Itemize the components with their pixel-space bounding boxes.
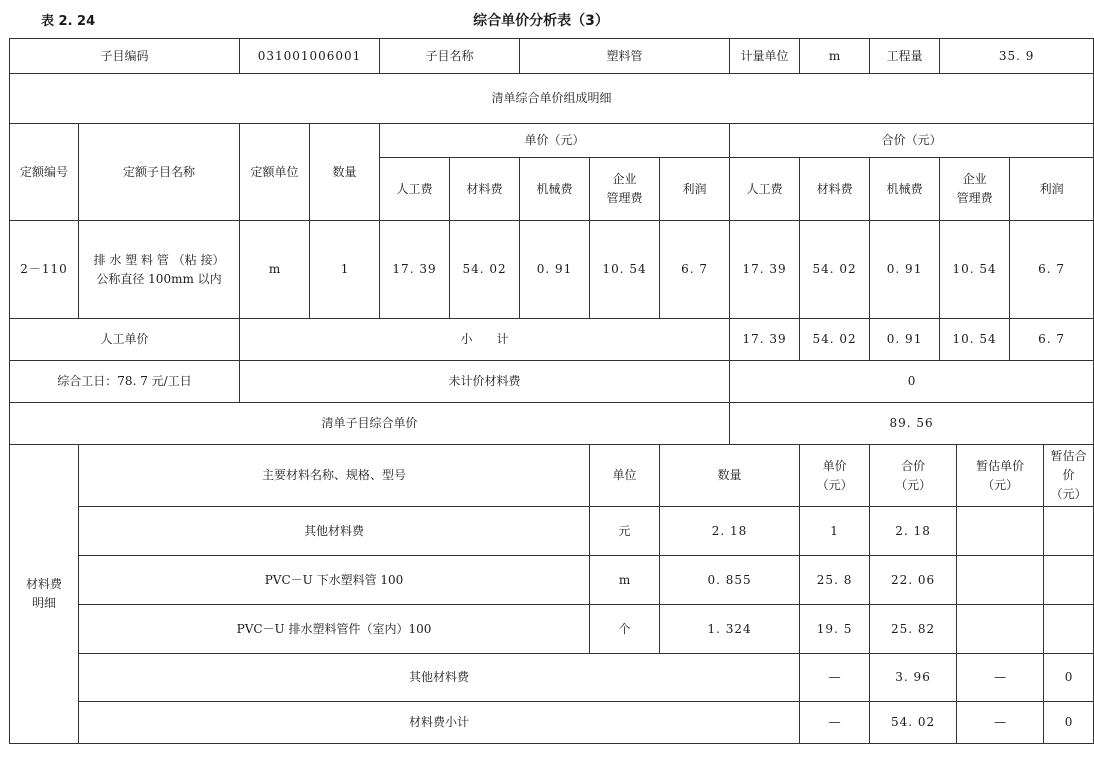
mat-col-est-total: 暂估合价 （元） [1044, 445, 1094, 507]
material-est-unit [957, 605, 1044, 654]
material-subtotal-est-total: 0 [1044, 702, 1094, 744]
quota-unit: m [240, 221, 310, 319]
qty-value: 35. 9 [940, 39, 1094, 74]
material-quantity: 2. 18 [660, 507, 800, 556]
material-subtotal-row [10, 702, 1094, 744]
table-title: 综合单价分析表（3） [473, 13, 609, 29]
mat-col-total: 合价 （元） [870, 445, 957, 507]
material-row [10, 507, 1094, 556]
unit-mgmt-value: 10. 54 [590, 221, 660, 319]
mat-col-quantity: 数量 [660, 445, 800, 507]
material-row [10, 605, 1094, 654]
col-total-material: 材料费 [800, 158, 870, 221]
subtotal-material: 54. 02 [800, 319, 870, 361]
subtotal-label: 小 计 [240, 319, 730, 361]
other-materials-total: 3. 96 [870, 654, 957, 702]
col-quantity: 数量 [310, 124, 380, 221]
material-est-unit [957, 556, 1044, 605]
material-est-total [1044, 507, 1094, 556]
col-total-price-group: 合价（元） [730, 124, 1094, 158]
other-materials-unit-price: — [800, 654, 870, 702]
total-labor-value: 17. 39 [730, 221, 800, 319]
quota-row [10, 221, 1094, 319]
material-est-total [1044, 556, 1094, 605]
quota-code: 2－110 [10, 221, 79, 319]
material-unit-price: 1 [800, 507, 870, 556]
unpriced-material-label: 未计价材料费 [240, 361, 730, 403]
quota-quantity: 1 [310, 221, 380, 319]
col-unit-mgmt: 企业 管理费 [590, 158, 660, 221]
other-materials-row [10, 654, 1094, 702]
workday-rate: 综合工日：78. 7 元/工日 [10, 361, 240, 403]
material-row [10, 556, 1094, 605]
total-profit-value: 6. 7 [1010, 221, 1094, 319]
col-unit-price-group: 单价（元） [380, 124, 730, 158]
material-name: PVC－U 排水塑料管件（室内）100 [79, 605, 590, 654]
item-unit-price-row [10, 403, 1094, 445]
other-materials-est-unit: — [957, 654, 1044, 702]
material-unit: m [590, 556, 660, 605]
table-number: 表 2. 24 [41, 14, 96, 29]
material-unit-price: 19. 5 [800, 605, 870, 654]
other-materials-est-total: 0 [1044, 654, 1094, 702]
unit-labor-value: 17. 39 [380, 221, 450, 319]
material-total: 25. 82 [870, 605, 957, 654]
col-unit-profit: 利润 [660, 158, 730, 221]
unpriced-material-value: 0 [730, 361, 1094, 403]
material-unit-price: 25. 8 [800, 556, 870, 605]
mat-col-unit-price: 单价 （元） [800, 445, 870, 507]
item-unit-price-value: 89. 56 [730, 403, 1094, 445]
unit-value: m [800, 39, 870, 74]
unit-price-analysis-table [9, 38, 1094, 744]
code-value: 031001006001 [240, 39, 380, 74]
code-label: 子目编码 [10, 39, 240, 74]
total-mgmt-value: 10. 54 [940, 221, 1010, 319]
material-quantity: 1. 324 [660, 605, 800, 654]
composition-title: 清单综合单价组成明细 [10, 74, 1094, 124]
name-value: 塑料管 [520, 39, 730, 74]
col-quota-code: 定额编号 [10, 124, 79, 221]
other-materials-label: 其他材料费 [79, 654, 800, 702]
material-unit: 元 [590, 507, 660, 556]
subtotal-labor: 17. 39 [730, 319, 800, 361]
col-unit-material: 材料费 [450, 158, 520, 221]
item-header-row [10, 39, 1094, 74]
quota-name: 排 水 塑 料 管 （粘 接） 公称直径 100mm 以内 [79, 221, 240, 319]
materials-section-label: 材料费 明细 [10, 445, 79, 744]
labor-rate-label: 人工单价 [10, 319, 240, 361]
unpriced-material-row [10, 361, 1094, 403]
col-quota-unit: 定额单位 [240, 124, 310, 221]
col-unit-machine: 机械费 [520, 158, 590, 221]
material-name: 其他材料费 [79, 507, 590, 556]
col-total-machine: 机械费 [870, 158, 940, 221]
col-total-profit: 利润 [1010, 158, 1094, 221]
unit-profit-value: 6. 7 [660, 221, 730, 319]
total-machine-value: 0. 91 [870, 221, 940, 319]
mat-col-unit: 单位 [590, 445, 660, 507]
materials-header-row [10, 445, 1094, 507]
subtotal-row [10, 319, 1094, 361]
name-label: 子目名称 [380, 39, 520, 74]
col-quota-name: 定额子目名称 [79, 124, 240, 221]
subtotal-mgmt: 10. 54 [940, 319, 1010, 361]
col-total-labor: 人工费 [730, 158, 800, 221]
material-total: 2. 18 [870, 507, 957, 556]
qty-label: 工程量 [870, 39, 940, 74]
material-subtotal-total: 54. 02 [870, 702, 957, 744]
material-name: PVC－U 下水塑料管 100 [79, 556, 590, 605]
mat-col-name: 主要材料名称、规格、型号 [79, 445, 590, 507]
material-subtotal-label: 材料费小计 [79, 702, 800, 744]
material-total: 22. 06 [870, 556, 957, 605]
material-unit: 个 [590, 605, 660, 654]
material-subtotal-est-unit: — [957, 702, 1044, 744]
material-subtotal-unit-price: — [800, 702, 870, 744]
material-est-total [1044, 605, 1094, 654]
material-quantity: 0. 855 [660, 556, 800, 605]
subtotal-machine: 0. 91 [870, 319, 940, 361]
unit-label: 计量单位 [730, 39, 800, 74]
mat-col-est-unit: 暂估单价 （元） [957, 445, 1044, 507]
item-unit-price-label: 清单子目综合单价 [10, 403, 730, 445]
total-material-value: 54. 02 [800, 221, 870, 319]
material-est-unit [957, 507, 1044, 556]
col-total-mgmt: 企业 管理费 [940, 158, 1010, 221]
subtotal-profit: 6. 7 [1010, 319, 1094, 361]
unit-machine-value: 0. 91 [520, 221, 590, 319]
unit-material-value: 54. 02 [450, 221, 520, 319]
col-unit-labor: 人工费 [380, 158, 450, 221]
